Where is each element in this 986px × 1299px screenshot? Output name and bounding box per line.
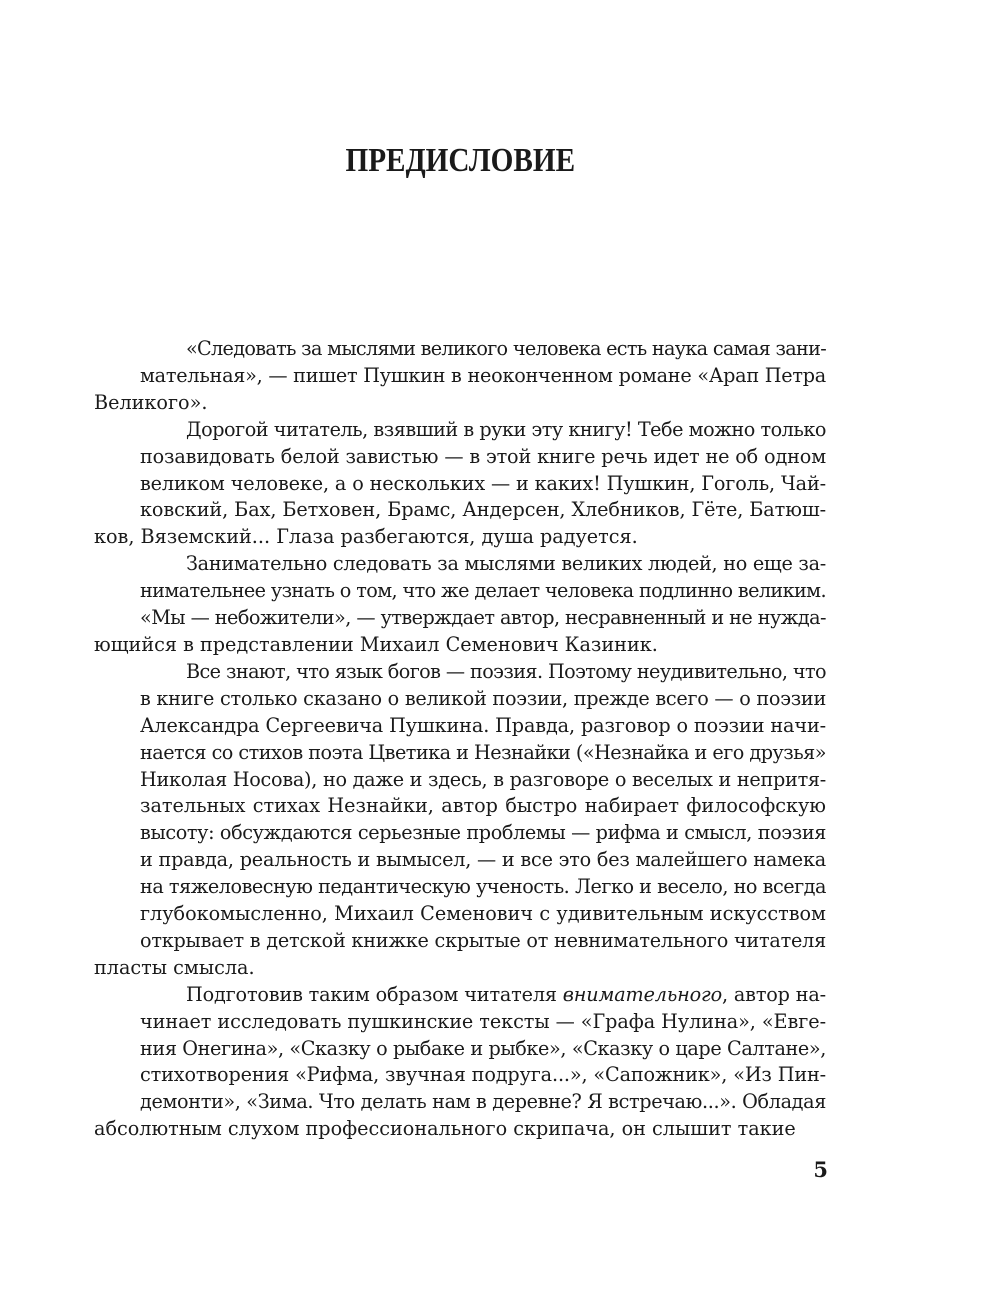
paragraph-3: Занимательно следовать за мыслями великих людей, но еще за- нимательнее узнать о том, что же делает человека подлинно великим. «Мы — небожители», — утверждает автор, несравненный и не нужда- ющийся в представлении Михаил Семенович Казиник. <box>94 552 827 656</box>
paragraph-5: Подготовив таким образом читателя внимательного, автор на- чинает исследовать пушкинские тексты — «Графа Нулина», «Евге- ния Онегина», «Сказку о рыбаке и рыбке», «Сказку о царе Салтане», стихотворения «Рифма, звучная подруга...», «Сапожник», «Из Пин- демонти», «Зима. Что делать нам в деревне? Я встречаю...». Обладая абсолютным слухом профессионального скрипача, он слышит такие <box>94 982 827 1141</box>
paragraph-2: Дорогой читатель, взявший в руки эту книгу! Тебе можно только позавидовать белой завистью — в этой книге речь идет не об одном великом человеке, а о нескольких — и каких! Пушкин, Гоголь, Чай- ковский, Бах, Бетховен, Брамс, Андерсен, Хлебников, Гёте, Батюш- ков, Вяземский... Глаза разбегаются, душа радуется. <box>94 417 826 549</box>
body-text <box>94 336 826 1143</box>
paragraph-1: «Следовать за мыслями великого человека есть наука самая зани- мательная», — пишет Пушкин в неоконченном романе «Арап Петра Великого». <box>94 337 826 414</box>
chapter-title: ПРЕДИСЛОВИЕ <box>345 142 576 179</box>
paragraph-4: Все знают, что язык богов — поэзия. Поэтому неудивительно, что в книге столько сказано о великой поэзии, прежде всего — о поэзии Александра Сергеевича Пушкина. Правда, разговор о поэзии начи- нается со стихов поэта Цветика и Незнайки («Незнайка и его друзья» Николая Носова), но даже и здесь, в разговоре о веселых и непритя- зательных стихах Незнайки, автор быстро набирает философскую высоту: обсуждаются серьезные проблемы — рифма и смысл, поэзия и правда, реальность и вымысел, — и все это без малейшего намека на тяжеловесную педантическую ученость. Легко и весело, но всегда глубокомысленно, Михаил Семенович с удивительным искусством открывает в детской книжке скрытые от невнимательного читателя пласты смысла. <box>94 659 826 979</box>
emphasis-word: внимательного <box>562 982 722 1006</box>
page-number: 5 <box>813 1157 828 1182</box>
